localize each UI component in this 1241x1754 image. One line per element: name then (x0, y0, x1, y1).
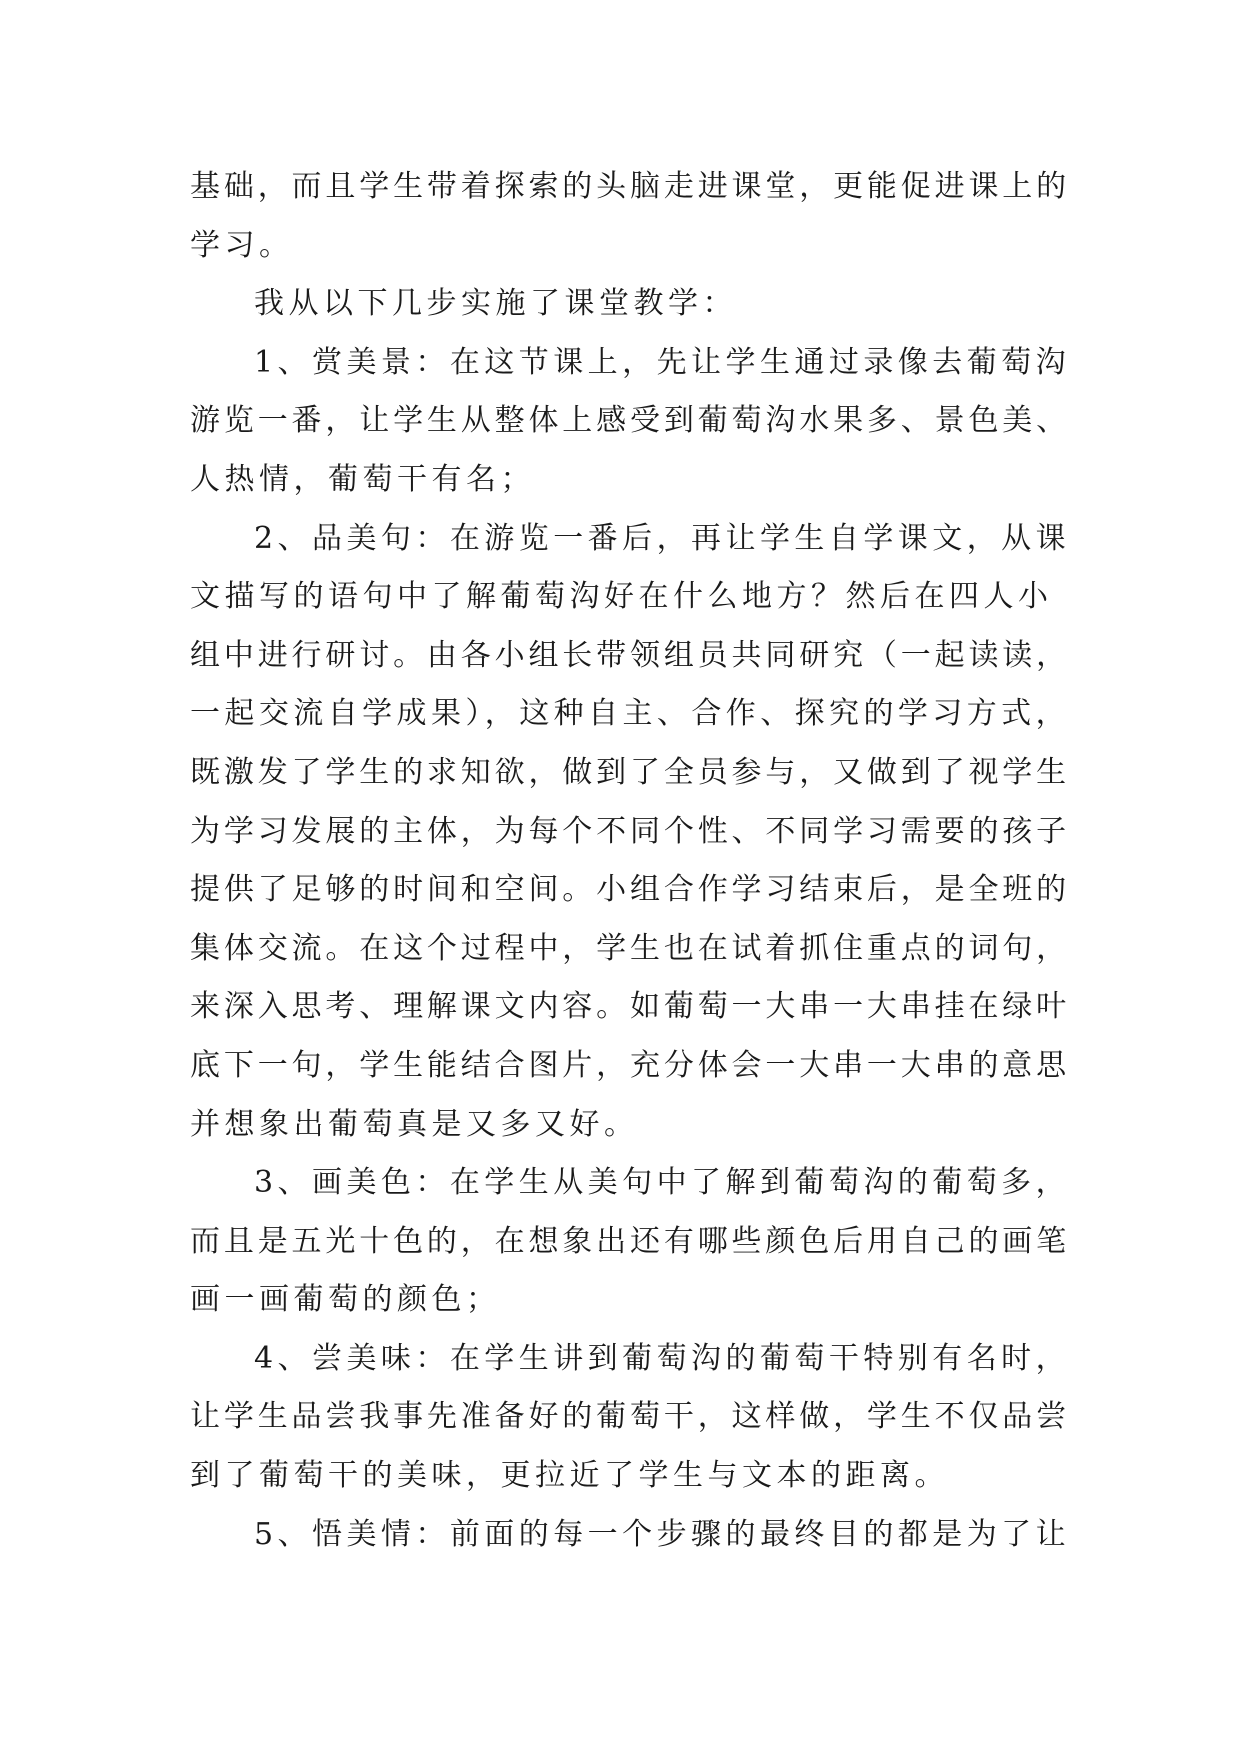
text-line: 人热情，葡萄干有名； (190, 461, 535, 497)
text-line: 底下一句，学生能结合图片，充分体会一大串一大串的意思 (190, 1047, 1070, 1083)
text-line: 并想象出葡萄真是又多又好。 (190, 1106, 639, 1142)
text-line: 集体交流。在这个过程中，学生也在试着抓住重点的词句， (190, 930, 1070, 966)
text-line: 我从以下几步实施了课堂教学： (254, 286, 737, 322)
text-line: 4、尝美味：在学生讲到葡萄沟的葡萄干特别有名时， (254, 1340, 1071, 1376)
text-line: 既激发了学生的求知欲，做到了全员参与，又做到了视学生 (190, 754, 1070, 790)
text-line: 游览一番，让学生从整体上感受到葡萄沟水果多、景色美、 (190, 403, 1070, 439)
text-line: 画一画葡萄的颜色； (190, 1282, 501, 1318)
text-line: 来深入思考、理解课文内容。如葡萄一大串一大串挂在绿叶 (190, 989, 1070, 1025)
text-line: 一起交流自学成果），这种自主、合作、探究的学习方式， (190, 696, 1070, 732)
text-line: 让学生品尝我事先准备好的葡萄干，这样做，学生不仅品尝 (190, 1399, 1070, 1435)
text-line: 到了葡萄干的美味，更拉近了学生与文本的距离。 (190, 1458, 949, 1494)
document-body (190, 158, 1070, 1564)
text-line: 3、画美色：在学生从美句中了解到葡萄沟的葡萄多， (254, 1165, 1071, 1201)
text-line: 基础，而且学生带着探索的头脑走进课堂，更能促进课上的 (190, 169, 1070, 204)
text-line: 提供了足够的时间和空间。小组合作学习结束后，是全班的 (190, 872, 1070, 908)
text-line: 为学习发展的主体，为每个不同个性、不同学习需要的孩子 (190, 813, 1070, 849)
text-line: 组中进行研讨。由各小组长带领组员共同研究（一起读读， (190, 637, 1070, 673)
text-line: 2、品美句：在游览一番后，再让学生自学课文，从课 (254, 520, 1071, 556)
text-line: 文描写的语句中了解葡萄沟好在什么地方？然后在四人小 (190, 579, 1053, 615)
text-line: 1、赏美景：在这节课上，先让学生通过录像去葡萄沟 (254, 344, 1071, 380)
text-line: 学习。 (190, 227, 294, 263)
text-line: 5、悟美情：前面的每一个步骤的最终目的都是为了让 (254, 1516, 1071, 1552)
text-line: 而且是五光十色的，在想象出还有哪些颜色后用自己的画笔 (190, 1223, 1070, 1259)
